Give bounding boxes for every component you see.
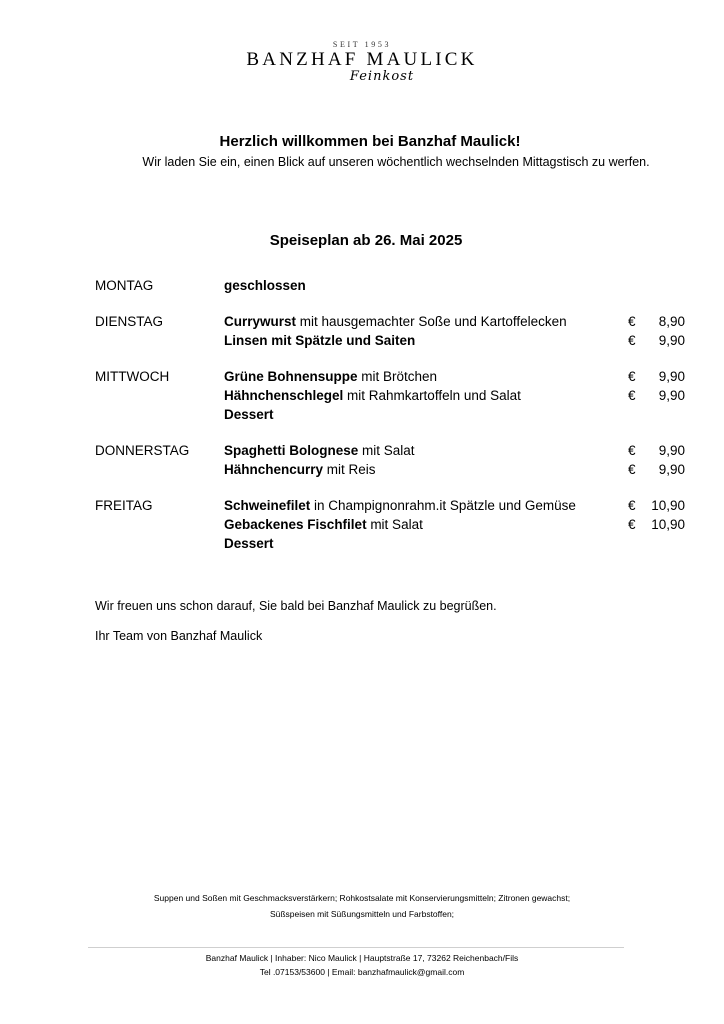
menu-row — [95, 331, 695, 350]
currency-symbol: € — [628, 314, 636, 329]
footer — [0, 951, 724, 979]
dish — [224, 405, 274, 424]
dish-price: 9,90 — [658, 333, 685, 348]
day-label: MITTWOCH — [95, 369, 170, 384]
menu-row — [95, 405, 695, 424]
allergen-line: Süßspeisen mit Süßungsmitteln und Farbstoffen; — [269, 909, 455, 919]
menu-row — [95, 534, 695, 553]
dish-name: Linsen mit Spätzle und Saiten — [224, 333, 416, 348]
dish-name: Hähnchenschlegel — [224, 388, 344, 403]
dish-description: mit Salat — [366, 517, 423, 532]
currency-symbol: € — [628, 369, 636, 384]
dish-price: 10,90 — [651, 517, 685, 532]
dish-price: 9,90 — [658, 462, 685, 477]
currency-symbol: € — [628, 498, 636, 513]
welcome-heading: Herzlich willkommen bei Banzhaf Maulick! — [219, 133, 521, 150]
day-label: DIENSTAG — [95, 314, 164, 329]
dish-name: geschlossen — [224, 278, 306, 293]
day-donnerstag — [95, 441, 695, 479]
brand-logo — [0, 40, 724, 84]
dish-description: mit Reis — [323, 462, 376, 477]
day-freitag — [95, 496, 695, 553]
dish-price: 9,90 — [658, 443, 685, 458]
dish-name: Spaghetti Bolognese — [224, 443, 359, 458]
day-label: DONNERSTAG — [95, 443, 190, 458]
dish-name: Dessert — [224, 536, 274, 551]
menu-row — [95, 441, 695, 460]
dish-price: 8,90 — [658, 314, 685, 329]
dish-name: Schweinefilet — [224, 498, 311, 513]
menu-row — [95, 460, 695, 479]
currency-symbol: € — [628, 333, 636, 348]
currency-symbol: € — [628, 462, 636, 477]
logo-brand: BANZHAF MAULICK — [246, 49, 478, 70]
dish — [224, 367, 437, 386]
weekly-menu — [95, 276, 695, 570]
dish-name: Hähnchencurry — [224, 462, 324, 477]
dish-description: mit Salat — [358, 443, 415, 458]
currency-symbol: € — [628, 388, 636, 403]
allergen-notes — [0, 890, 724, 922]
menu-row — [95, 312, 695, 331]
closing-text: Wir freuen uns schon darauf, Sie bald bei Banzhaf Maulick zu begrüßen. — [95, 599, 497, 613]
day-label: MONTAG — [95, 278, 154, 293]
footer-address: Banzhaf Maulick | Inhaber: Nico Maulick | Hauptstraße 17, 73262 Reichenbach/Fils — [205, 953, 519, 963]
logo-since: SEIT 1953 — [332, 40, 392, 49]
dish-price: 10,90 — [651, 498, 685, 513]
dish — [224, 496, 576, 515]
menu-row — [95, 496, 695, 515]
day-dienstag — [95, 312, 695, 350]
day-label: FREITAG — [95, 498, 153, 513]
dish-name: Gebackenes Fischfilet — [224, 517, 367, 532]
dish — [224, 386, 521, 405]
currency-symbol: € — [628, 443, 636, 458]
dish — [224, 331, 415, 350]
menu-row — [95, 367, 695, 386]
footer-divider — [88, 947, 624, 948]
day-mittwoch — [95, 367, 695, 424]
menu-row — [95, 276, 695, 295]
dish-price: 9,90 — [658, 388, 685, 403]
dish-description: in Champignonrahm.it Spätzle und Gemüse — [310, 498, 576, 513]
dish — [224, 276, 306, 295]
intro-text: Wir laden Sie ein, einen Blick auf unseren wöchentlich wechselnden Mittagstisch zu werfen. — [142, 155, 650, 169]
dish — [224, 312, 567, 331]
dish-description: mit Rahmkartoffeln und Salat — [343, 388, 521, 403]
signature-text: Ihr Team von Banzhaf Maulick — [95, 629, 263, 643]
dish-name: Grüne Bohnensuppe — [224, 369, 358, 384]
dish — [224, 441, 415, 460]
dish-price: 9,90 — [658, 369, 685, 384]
dish-description: mit Brötchen — [357, 369, 438, 384]
menu-row — [95, 515, 695, 534]
logo-script: Feinkost — [349, 69, 415, 84]
dish — [224, 515, 423, 534]
footer-contact: Tel .07153/53600 | Email: banzhafmaulick@gmail.com — [259, 967, 465, 977]
dish — [224, 534, 274, 553]
allergen-line: Suppen und Soßen mit Geschmacksverstärkern; Rohkostsalate mit Konservierungsmitteln; Zitronen gewachst; — [153, 893, 571, 903]
currency-symbol: € — [628, 517, 636, 532]
day-montag — [95, 276, 695, 295]
menu-row — [95, 386, 695, 405]
dish-name: Dessert — [224, 407, 274, 422]
dish-description: mit hausgemachter Soße und Kartoffelecken — [296, 314, 567, 329]
dish — [224, 460, 376, 479]
dish-name: Currywurst — [224, 314, 297, 329]
plan-title: Speiseplan ab 26. Mai 2025 — [269, 232, 463, 249]
